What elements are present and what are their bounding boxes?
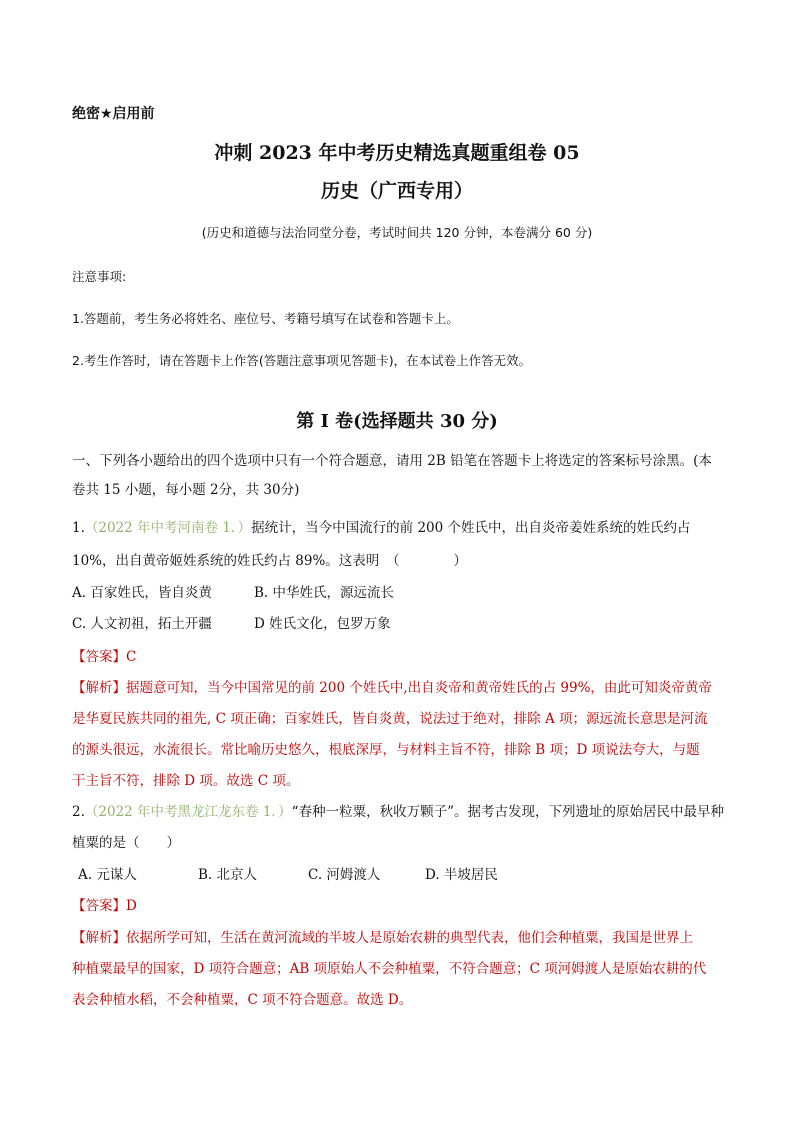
option-a: A. 百家姓氏，皆自炎黄	[72, 585, 212, 601]
section-instruction: 卷共 15 小题，每小题 2分，共 30分)	[72, 482, 300, 498]
analysis-text: 是华夏民族共同的祖先, C 项正确；百家姓氏，皆自炎黄，说法过于绝对，排除 A 项；源远流长意思是河流	[72, 711, 708, 727]
question-text: 据统计，当今中国流行的前 200 个姓氏中，出自炎帝姜姓系统的姓氏约占	[251, 520, 691, 536]
answer-label: 【答案】	[72, 898, 126, 914]
option-b: B. 北京人	[198, 867, 258, 883]
confidential-label: 绝密★启用前	[72, 106, 155, 122]
option-a: A. 元谋人	[78, 867, 137, 883]
question-source: （2022 年中考河南卷 1．）	[84, 520, 252, 536]
paper-title: 冲刺 2023 年中考历史精选真题重组卷 05	[214, 142, 580, 164]
analysis-line	[72, 926, 693, 946]
answer-label: 【答案】	[72, 649, 126, 665]
analysis-line	[72, 676, 712, 696]
option-c: C. 河姆渡人	[308, 867, 381, 883]
analysis-text: 据题意可知，当今中国常见的前 200 个姓氏中,出自炎帝和黄帝姓氏的占 99%，由此可知炎帝黄帝	[126, 680, 712, 696]
question-2-stem-cont: 植粟的是（ ）	[72, 835, 180, 851]
option-d: D. 半坡居民	[425, 867, 498, 883]
question-text: “春种一粒粟，秋收万颗子”。据考古发现，下列遗址的原始居民中最早种	[291, 804, 724, 820]
analysis-label: 【解析】	[72, 930, 126, 946]
answer-value: C	[126, 649, 137, 665]
analysis-text: 依据所学可知，生活在黄河流域的半坡人是原始农耕的典型代表，他们会种植粟，我国是世界上	[126, 930, 693, 946]
note-item: 1.答题前，考生务必将姓名、座位号、考籍号填写在试卷和答题卡上。	[72, 311, 459, 326]
question-number: 1.	[72, 520, 85, 536]
question-2-stem	[72, 800, 724, 820]
note-item: 2.考生作答时，请在答题卡上作答(答题注意事项见答题卡)，在本试卷上作答无效。	[72, 353, 532, 368]
analysis-text: 种植粟最早的国家，D 项符合题意；AB 项原始人不会种植粟，不符合题意；C 项河姆渡人是原始农耕的代	[72, 961, 707, 977]
answer-value: D	[126, 898, 137, 914]
exam-info: (历史和道德与法治同堂分卷，考试时间共 120 分钟，本卷满分 60 分)	[201, 225, 593, 240]
analysis-label: 【解析】	[72, 680, 126, 696]
paper-subtitle: 历史（广西专用）	[320, 180, 473, 202]
answer-line	[72, 645, 136, 665]
option-c: C. 人文初祖，拓土开疆	[72, 616, 212, 632]
notes-heading: 注意事项:	[72, 269, 127, 284]
analysis-text: 的源头很远，水流很长。常比喻历史悠久，根底深厚，与材料主旨不符，排除 B 项；D 项说法夸大，与题	[72, 742, 700, 758]
question-1-stem-cont: 10%，出自黄帝姬姓系统的姓氏约占 89%。这表明 （ ）	[72, 553, 468, 569]
analysis-text: 干主旨不符，排除 D 项。故选 C 项。	[72, 773, 300, 789]
section-instruction: 一、下列各小题给出的四个选项中只有一个符合题意，请用 2B 铅笔在答题卡上将选定的答案标号涂黑。(本	[72, 453, 712, 469]
answer-line	[72, 894, 137, 914]
option-b: B. 中华姓氏，源远流长	[254, 585, 395, 601]
question-number: 2.	[72, 804, 85, 820]
section-title: 第 I 卷(选择题共 30 分)	[296, 411, 498, 432]
option-d: D 姓氏文化，包罗万象	[254, 616, 391, 632]
analysis-text: 表会种植水稻，不会种植粟，C 项不符合题意。故选 D。	[72, 992, 413, 1008]
question-source: （2022 年中考黑龙江龙东卷 1．）	[84, 804, 292, 820]
question-1-stem	[72, 516, 691, 536]
